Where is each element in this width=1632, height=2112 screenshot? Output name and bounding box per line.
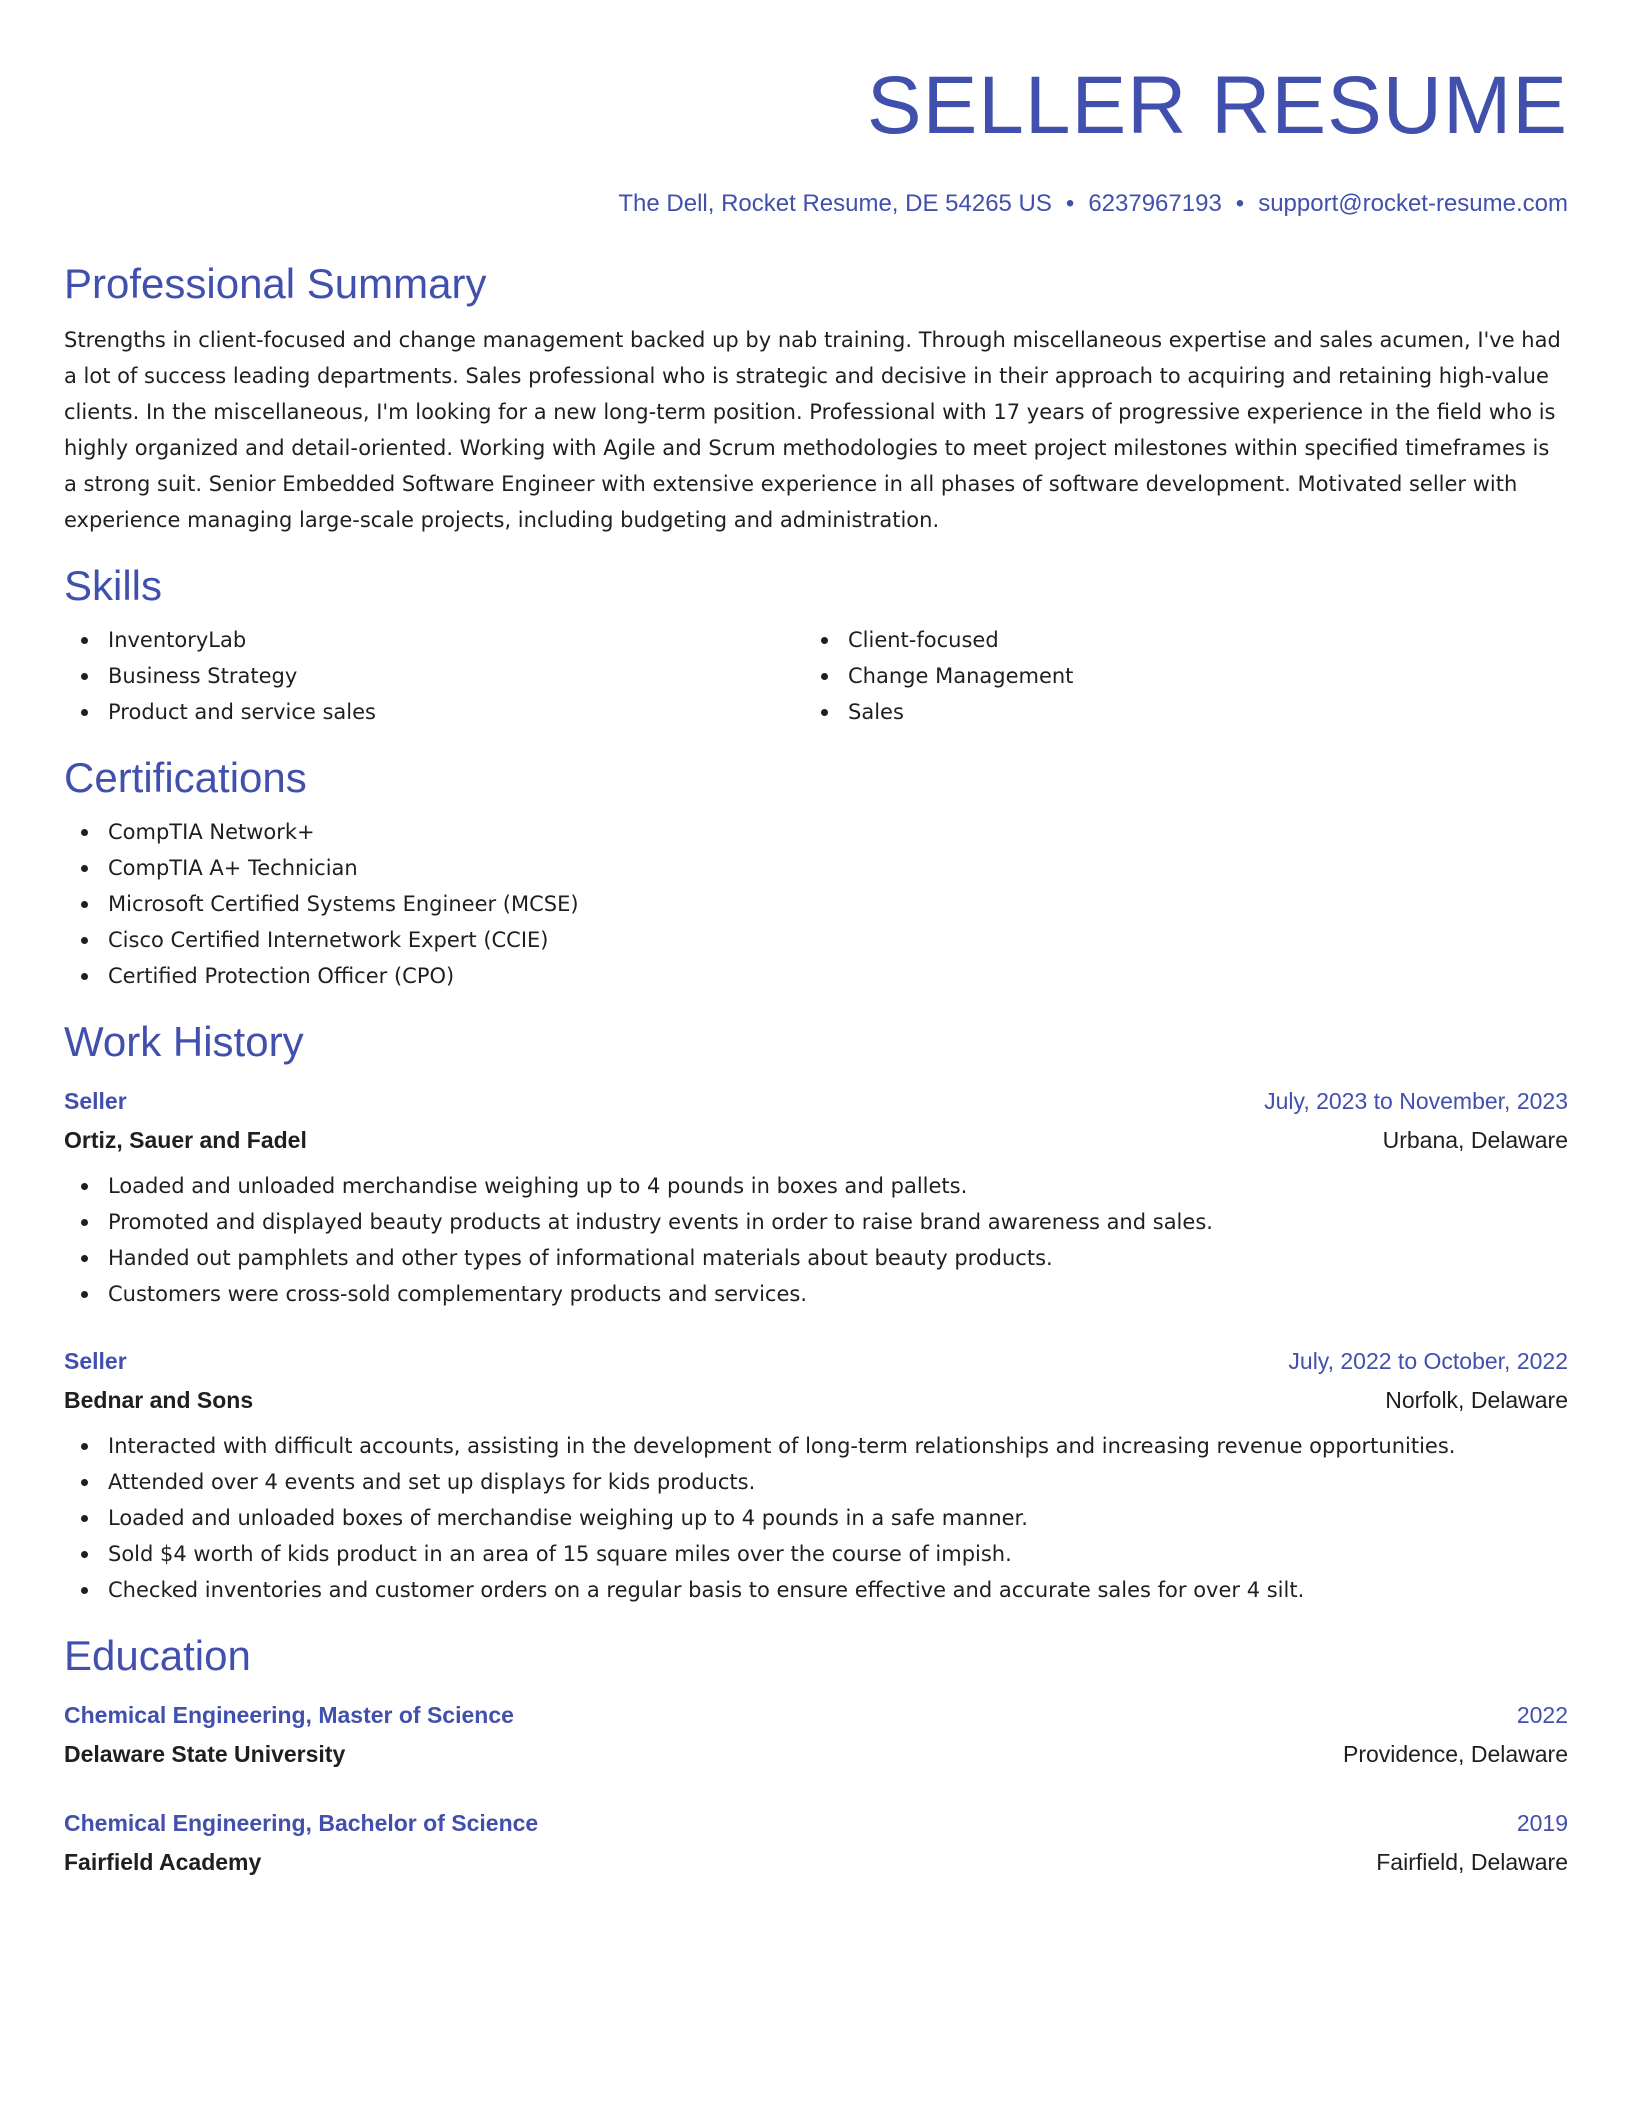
education-year: 2022 <box>1516 1702 1568 1728</box>
skill-item: InventoryLab <box>64 622 804 658</box>
job-dates: July, 2022 to October, 2022 <box>1288 1348 1568 1374</box>
job-header-row <box>64 1342 1568 1380</box>
education-school: Fairfield Academy <box>64 1849 262 1875</box>
education-school-row <box>64 1842 1568 1882</box>
skills-grid <box>64 622 1568 730</box>
education-location: Fairfield, Delaware <box>1376 1849 1568 1875</box>
job-bullet: Loaded and unloaded boxes of merchandise weighing up to 4 pounds in a safe manner. <box>64 1500 1568 1536</box>
certification-item: Cisco Certified Internetwork Expert (CCIE) <box>64 922 1568 958</box>
section-heading-certifications: Certifications <box>64 754 307 801</box>
resume-title: SELLER RESUME <box>866 60 1568 151</box>
job-bullet: Promoted and displayed beauty products at industry events in order to raise brand awareness and sales. <box>64 1204 1568 1240</box>
education-school-row <box>64 1734 1568 1774</box>
skills-section <box>64 560 1568 730</box>
education-entry <box>64 1804 1568 1882</box>
section-heading-skills: Skills <box>64 562 163 609</box>
job-bullet: Sold $4 worth of kids product in an area of 15 square miles over the course of impish. <box>64 1536 1568 1572</box>
skill-item: Client-focused <box>804 622 1544 658</box>
section-heading-summary: Professional Summary <box>64 260 487 307</box>
education-entry <box>64 1696 1568 1774</box>
education-section <box>64 1630 1568 1882</box>
certification-item: Certified Protection Officer (CPO) <box>64 958 1568 994</box>
education-year: 2019 <box>1516 1810 1568 1836</box>
job-company: Ortiz, Sauer and Fadel <box>64 1127 307 1153</box>
skill-item: Business Strategy <box>64 658 804 694</box>
job-location: Norfolk, Delaware <box>1385 1387 1568 1413</box>
skill-item: Product and service sales <box>64 694 804 730</box>
job-title: Seller <box>64 1348 127 1374</box>
certification-item: CompTIA A+ Technician <box>64 850 1568 886</box>
skills-list-left <box>64 622 804 730</box>
education-location: Providence, Delaware <box>1342 1741 1568 1767</box>
job-bullet: Customers were cross-sold complementary products and services. <box>64 1276 1568 1312</box>
summary-section <box>64 258 1568 538</box>
contact-address: The Dell, Rocket Resume, DE 54265 US <box>618 190 1052 217</box>
job-bullets <box>64 1428 1568 1608</box>
certification-item: CompTIA Network+ <box>64 814 1568 850</box>
section-heading-work-history: Work History <box>64 1018 304 1065</box>
job-bullet: Checked inventories and customer orders on a regular basis to ensure effective and accurate sales for over 4 silt. <box>64 1572 1568 1608</box>
job-company-row <box>64 1380 1568 1420</box>
education-degree: Chemical Engineering, Master of Science <box>64 1702 514 1728</box>
certifications-list <box>64 814 1568 994</box>
job-bullets <box>64 1168 1568 1312</box>
education-school: Delaware State University <box>64 1741 346 1767</box>
contact-separator: • <box>1235 190 1245 217</box>
summary-text: Strengths in client-focused and change management backed up by nab training. Through miscellaneous expertise and sales acumen, I've had a lot of success leading departments. Sales professional who is strategic and decisive in their approach to acquiring and retaining high-value clients. In the miscellaneous, I'm looking for a new long-term position. Professional with 17 years of progressive experience in the field who is highly organized and detail-oriented. Working with Agile and Scrum methodologies to meet project milestones within specified timeframes is a strong suit. Senior Embedded Software Engineer with extensive experience in all phases of software development. Motivated seller with experience managing large-scale projects, including budgeting and administration. <box>64 328 1561 532</box>
contact-email: support@rocket-resume.com <box>1258 190 1568 217</box>
job-bullet: Loaded and unloaded merchandise weighing up to 4 pounds in boxes and pallets. <box>64 1168 1568 1204</box>
education-header-row <box>64 1696 1568 1734</box>
education-header-row <box>64 1804 1568 1842</box>
certifications-section <box>64 752 1568 994</box>
contact-line <box>64 188 1568 220</box>
skill-item: Sales <box>804 694 1544 730</box>
job-bullet: Attended over 4 events and set up displays for kids products. <box>64 1464 1568 1500</box>
job-entry <box>64 1082 1568 1312</box>
job-entry <box>64 1342 1568 1608</box>
job-header-row <box>64 1082 1568 1120</box>
contact-separator: • <box>1065 190 1075 217</box>
job-title: Seller <box>64 1088 127 1114</box>
skill-item: Change Management <box>804 658 1544 694</box>
job-location: Urbana, Delaware <box>1382 1127 1568 1153</box>
certification-item: Microsoft Certified Systems Engineer (MCSE) <box>64 886 1568 922</box>
contact-phone: 6237967193 <box>1088 190 1222 217</box>
job-bullet: Handed out pamphlets and other types of informational materials about beauty products. <box>64 1240 1568 1276</box>
job-bullet: Interacted with difficult accounts, assisting in the development of long-term relationships and increasing revenue opportunities. <box>64 1428 1568 1464</box>
skills-list-right <box>804 622 1544 730</box>
job-dates: July, 2023 to November, 2023 <box>1264 1088 1568 1114</box>
section-heading-education: Education <box>64 1632 251 1679</box>
work-history-section <box>64 1016 1568 1608</box>
job-company-row <box>64 1120 1568 1160</box>
job-company: Bednar and Sons <box>64 1387 254 1413</box>
education-degree: Chemical Engineering, Bachelor of Science <box>64 1810 539 1836</box>
